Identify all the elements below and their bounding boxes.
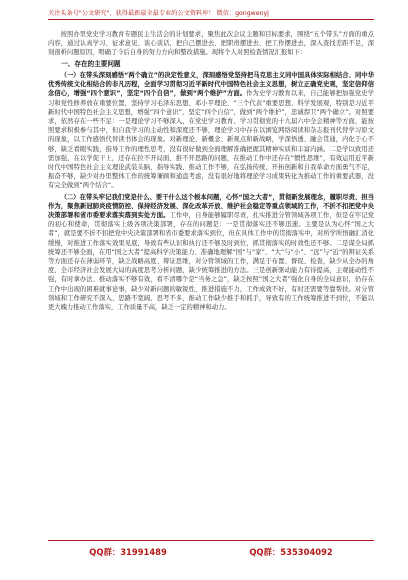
page-header: 关注头条号"公文研究"，获得最新最全最专业的公文资料库！ 微信：gongwenyj bbox=[48, 10, 269, 17]
header-divider bbox=[48, 19, 374, 20]
section-heading: 一、存在的主要问题 bbox=[61, 59, 121, 68]
problem-two-heading: （二）在带头牢记我们党是什么、要干什么这个根本问题，心怀“国之大者”，贯彻新发展理念，履职尽责、担当作为，聚焦新冠肺炎疫情防控、保持经济发展、深化改革开放、维护社会稳定等重点领域的工作，不折不扣把党中央决策部署和省市委要求落实落到实处方面。 bbox=[48, 193, 374, 220]
intro-paragraph: 按照办里党史学习教育专题民主生活会的计划要求，聚焦此次会议主题和目标要求，围绕“五个带头”方面的重点内容，通过认真学习、征求意见、谈心谈话，把自己摆进去、把职责摆进去、把工作摆进去，深入查找差距不足，深刻剖析问题原因，明确了今后自身的努力方向和整改措施。现将个人对照检查情况汇报如下： bbox=[48, 31, 374, 57]
problem-two-paragraph bbox=[48, 193, 374, 313]
footer-divider bbox=[48, 540, 374, 541]
problem-two-body: 工作中，自身能够履职尽责，扎实推进分管领域各项工作，但是在牢记党的初心和使命，贯彻落实上级各项决策部署，存在的问题是：一是贯彻落实还不够迅速。主要是认为心怀“国之大者”，就是要不折不扣把党中央决策部署和省市委要求落实到位，但在具体工作中的贯彻落实中，对所学所悟融汇消化缓慢，对推进工作落实效果见底，导致有些认识和执行还不够及时到位，抓贯彻落实的时效性还不够。二是谋全局抓统筹还不够全面，在用“国之大者”提高科学决策能力、准确地理解“国”与“家”、“大”与“小”、“远”与“近”的辩证关系等方面还存在薄弱环节，缺乏战略高度、辩证思维，对分管领域的工作，满足于布置、督促、检查，缺少从全办的角度，全市经济社会发展大局的高度思考分析问题，缺少统筹推进的方法。三是创新驱动能力有待提高，主观能动性不强，有时拿办法、推动落实不够有效，看不清哪个是“当务之急”，缺乏按照“国之大者”强化自身的全局意识，仍存在工作中出现的困难就事论事，缺少对新问题的敏锐性，推进措施不力，工作成效不好，有时还需要等靠帮扶。对分管领域和工作研究不深入、思路不宽阔、思考不多，推动工作缺少推手和抓手，导致有的工作统筹推进不到位，不能以更大魄力推动工作落实，工作质量不高，缺乏一定的精神和动力。 bbox=[48, 212, 375, 312]
footer-qq-group-2: QQ群：535304092 bbox=[249, 547, 333, 557]
problem-one-heading: （一）在带头深刻感悟“两个确立”的决定性意义，深刻感悟党坚持把马克思主义同中国具体实际相结合、同中华优秀传统文化相结合的非凡历程，全面学习贯彻习近平新时代中国特色社会主义思想，树立正确党史观，坚定信仰信念信心，增强“四个意识”，坚定“四个自信”，做到“两个维护”方面。 bbox=[48, 72, 374, 98]
footer-qq-group-1: QQ群：31991489 bbox=[89, 547, 167, 557]
document-body bbox=[48, 30, 374, 312]
page-footer bbox=[48, 546, 374, 558]
problem-one-paragraph bbox=[48, 71, 374, 191]
problem-one-body: 作为史学习教育以来，自己能够把加强党史学习和党性修养放在重要位置，坚持学习毛泽东思想、邓小平理论、“三个代表”重要思想、科学发展观，特别是习近平新时代中国特色社会主义思想，增强“四个意识”，坚定“四个自信”，做到“两个维护”，忠诚捍卫“两个确立”。对照要求，依然存在一些不足：一是理论学习不够深入，在党史学习教育、学习贯彻党的十九届六中全会精神等方面，能按照要求积极参与其中，但自我学习的主动性和深度还不够，理论学习中存在以浏览网络阅读和杂志报刊代替学习原文的现象，以工作感悟代替读书体会的现象。对新理论、新概念、新观点和新战略，学深悟透、融会贯通，内化于心不够，缺乏看眼实践，指导工作的理性思考，没有很好做到全面理解准确把握其精神实质和丰富内涵。二是学以致用还需加强，在以学促干上，还存在拉不开局面、推不开思路的问题，在推动工作中还存在“惯性思维”，有效运用近平新时代中国特色社会主义理论武装头脑、指导实践、推动工作不够，在弘扬传统、开拓创新和自我革命方面勇气不足，振奋不够，缺少对办里整体工作的统筹兼顾和通盘考虑，没有很好地将理论学习成果转化为推动工作的重要武器，没有完全做到“两个结合”。 bbox=[48, 90, 374, 190]
